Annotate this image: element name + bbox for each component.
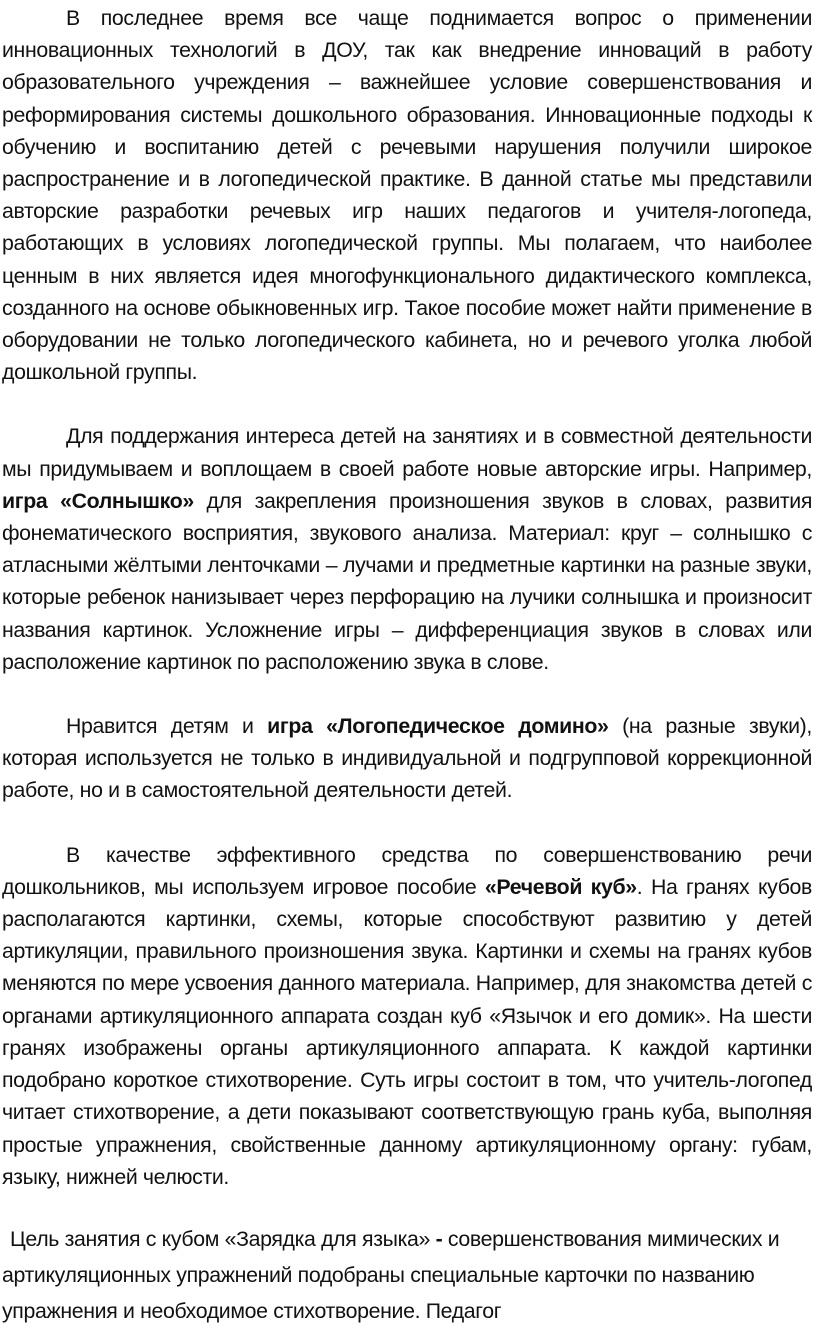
game-title-sun: игра «Солнышко» — [2, 488, 194, 513]
paragraph-text: Нравится детям и — [66, 714, 268, 739]
paragraph-game-domino — [2, 710, 812, 807]
paragraph-tongue-exercise — [2, 1221, 812, 1329]
dash-separator: - — [435, 1226, 443, 1251]
game-title-speech-cube: «Речевой куб» — [484, 874, 637, 899]
paragraph-text: для закрепления произношения звуков в словах, развития фонематического восприятия, звукового анализа. Материал: круг – солнышко с атласными жёлтыми ленточками – лучами и предметные картинки на разные звуки, которые ребенок нанизывает через перфорацию на лучики солнышка и произносит названия картинок. Усложнение игры – дифференциация звуков в словах или расположение картинок по расположению звука в слове. — [2, 488, 813, 674]
paragraph-speech-cube — [2, 839, 812, 1193]
document-page — [0, 2, 816, 1323]
game-title-domino: игра «Логопедическое домино» — [267, 714, 609, 739]
paragraph-introduction: В последнее время все чаще поднимается вопрос о применении инновационных технологий в ДОУ, так как внедрение инноваций в работу образовательного учреждения – важнейшее условие совершенствования и реформирования системы дошкольного образования. Инновационные подходы к обучению и воспитанию детей с речевыми нарушения получили широкое распространение и в логопедической практике. В данной статье мы представили авторские разработки речевых игр наших педагогов и учителя-логопеда, работающих в условиях логопедической группы. Мы полагаем, что наиболее ценным в них является идея многофункционального дидактического комплекса, созданного на основе обыкновенных игр. Такое пособие может найти применение в оборудовании не только логопедического кабинета, но и речевого уголка любой дошкольной группы. — [2, 6, 812, 385]
paragraph-game-sun — [2, 420, 812, 678]
paragraph-text: Для поддержания интереса детей на занятиях и в совместной деятельности мы придумываем и воплощаем в своей работе новые авторские игры. Например, — [2, 424, 812, 481]
paragraph-text: В качестве эффективного средства по совершенствованию речи дошкольников, мы используем игровое пособие — [2, 842, 812, 899]
paragraph-text: . На гранях кубов располагаются картинки, схемы, которые способствуют развитию у детей артикуляции, правильного произношения звука. Картинки и схемы на гранях кубов меняются по мере усвоения данного материала. Например, для знакомства детей с органами артикуляционного аппарата создан куб «Язычок и его домик». На шести гранях изображены органы артикуляционного аппарата. К каждой картинки подобрано короткое стихотворение. Суть игры состоит в том, что учитель-логопед читает стихотворение, а дети показывают соответствующую грань куба, выполняя простые упражнения, свойственные данному артикуляционному органу: губам, языку, нижней челюсти. — [2, 874, 812, 1189]
paragraph-text: совершенствования мимических и артикуляционных упражнений подобраны специальные карточки по названию упражнения и необходимое стихотворение. Педагог — [2, 1226, 780, 1323]
paragraph-text: (на разные звуки), которая используется не только в индивидуальной и подгрупповой коррекционной работе, но и в самостоятельной деятельности детей. — [2, 714, 812, 803]
paragraph-text: Цель занятия с кубом «Зарядка для языка» — [10, 1226, 436, 1251]
